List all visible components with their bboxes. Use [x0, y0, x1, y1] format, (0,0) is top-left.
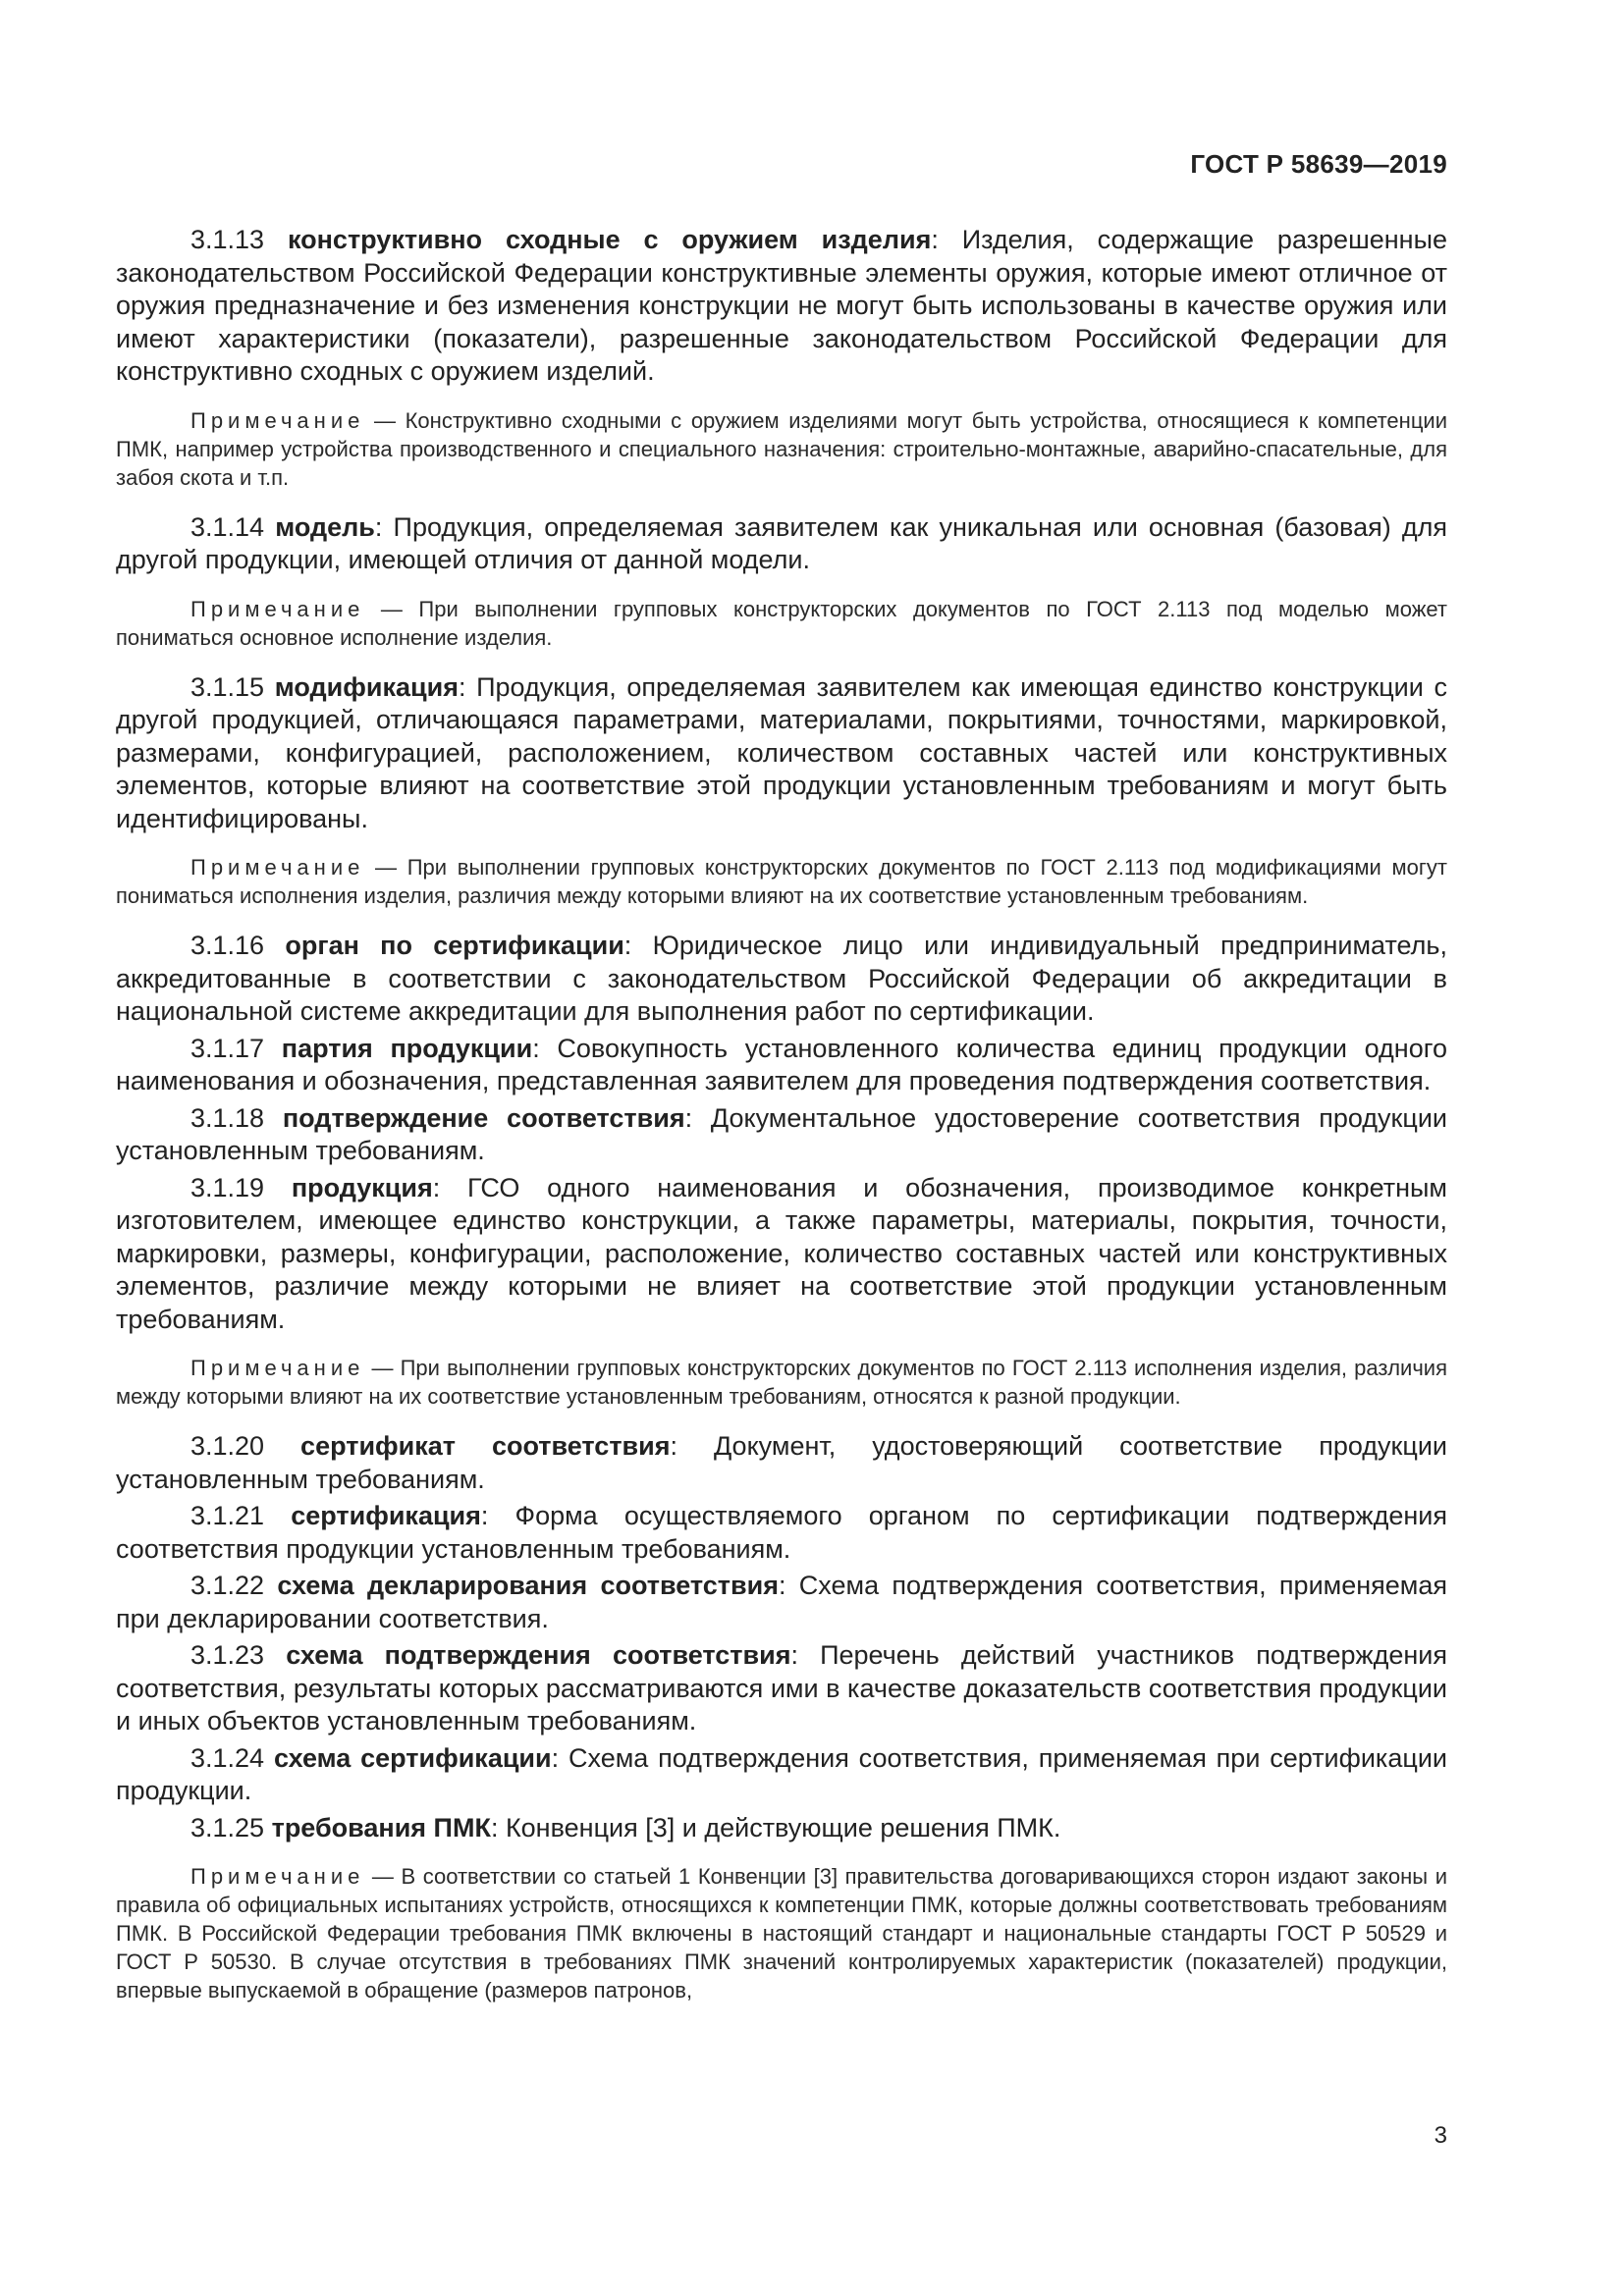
term-definition: : Перечень действий участников подтверждения соответствия, результаты которых рассматриваются ими в качестве доказательств соответствия продукции и иных объектов установленным требованиям. — [116, 1640, 1447, 1735]
term-name: конструктивно сходные с оружием изделия — [287, 225, 932, 254]
term-name: схема подтверждения соответствия — [286, 1640, 791, 1670]
term-name: орган по сертификации — [285, 931, 624, 960]
document-page — [116, 0, 1447, 2296]
term-number: 3.1.17 — [190, 1033, 265, 1063]
page-number: 3 — [1434, 2122, 1447, 2149]
term-entry — [116, 1102, 1447, 1168]
term-name: схема сертификации — [273, 1742, 552, 1773]
term-number: 3.1.18 — [190, 1102, 265, 1133]
note-label: Примечание — [190, 1356, 365, 1380]
term-note — [116, 595, 1447, 652]
term-note — [116, 406, 1447, 492]
document-code: ГОСТ Р 58639—2019 — [1190, 149, 1447, 179]
term-name: сертификация — [291, 1501, 481, 1530]
term-entry — [116, 1430, 1447, 1496]
note-text: — При выполнении групповых конструкторских документов по ГОСТ 2.113 под модификациями могут пониматься исполнения изделия, различия между которыми влияют на их соответствие установленным требованиям. — [116, 855, 1447, 908]
term-definition: : Изделия, содержащие разрешенные законодательством Российской Федерации конструктивные элементы оружия, которые имеют отличное от оружия предназначение и без изменения конструкции не могут быть использованы в качестве оружия или имеют характеристики (показатели), разрешенные законодательством Российской Федерации для конструктивно сходных с оружием изделий. — [116, 225, 1447, 386]
term-number: 3.1.21 — [190, 1501, 265, 1530]
term-entry — [116, 224, 1447, 389]
term-definition: : ГСО одного наименования и обозначения, производимое конкретным изготовителем, имеющее единство конструкции, а также параметры, материалы, покрытия, точности, маркировки, размеры, конфигурации, расположение, количество составных частей или конструктивных элементов, различие между которыми не влияет на соответствие этой продукции установленным требованиям. — [116, 1172, 1447, 1334]
term-number: 3.1.19 — [190, 1172, 265, 1202]
term-definition: : Схема подтверждения соответствия, применяемая при декларировании соответствия. — [116, 1571, 1447, 1633]
term-definition: : Совокупность установленного количества единиц продукции одного наименования и обозначения, представленная заявителем для проведения подтверждения соответствия. — [116, 1033, 1447, 1095]
term-number: 3.1.16 — [190, 931, 265, 960]
term-entry — [116, 1639, 1447, 1738]
term-definition: : Продукция, определяемая заявителем как уникальная или основная (базовая) для другой продукции, имеющей отличия от данной модели. — [116, 511, 1447, 574]
term-definition: : Юридическое лицо или индивидуальный предприниматель, аккредитованные в соответствии с законодательством Российской Федерации об аккредитации в национальной системе аккредитации для выполнения работ по сертификации. — [116, 931, 1447, 1026]
term-note — [116, 853, 1447, 910]
term-name: модель — [275, 511, 375, 542]
term-definition: : Форма осуществляемого органом по сертификации подтверждения соответствия продукции установленным требованиям. — [116, 1501, 1447, 1564]
term-note — [116, 1862, 1447, 2004]
term-entry — [116, 1570, 1447, 1635]
term-definition: : Схема подтверждения соответствия, применяемая при сертификации продукции. — [116, 1742, 1447, 1805]
term-number: 3.1.25 — [190, 1812, 265, 1842]
terms-section — [116, 224, 1447, 2004]
term-entry — [116, 1500, 1447, 1566]
note-text: — В соответствии со статьей 1 Конвенции [3] правительства договаривающихся сторон издают законы и правила об официальных испытаниях устройств, относящихся к компетенции ПМК, которые должны соответствовать требованиям ПМК. В Российской Федерации требования ПМК включены в настоящий стандарт и национальные стандарты ГОСТ Р 50529 и ГОСТ Р 50530. В случае отсутствия в требованиях ПМК значений контролируемых характеристик (показателей) продукции, впервые выпускаемой в обращение (размеров патронов, — [116, 1864, 1447, 2002]
term-number: 3.1.15 — [190, 671, 265, 702]
term-number: 3.1.22 — [190, 1571, 265, 1600]
term-entry — [116, 1033, 1447, 1098]
term-number: 3.1.13 — [190, 225, 265, 254]
term-name: сертификат соответствия — [300, 1431, 671, 1461]
term-number: 3.1.24 — [190, 1742, 265, 1773]
note-label: Примечание — [190, 596, 365, 621]
note-text: — При выполнении групповых конструкторских документов по ГОСТ 2.113 исполнения изделия, различия между которыми влияют на их соответствие установленным требованиям, относятся к разной продукции. — [116, 1356, 1447, 1409]
term-entry — [116, 511, 1447, 577]
term-name: требования ПМК — [271, 1812, 491, 1842]
term-definition: : Документ, удостоверяющий соответствие продукции установленным требованиям. — [116, 1431, 1447, 1494]
term-note — [116, 1354, 1447, 1411]
term-name: модификация — [274, 671, 459, 702]
term-number: 3.1.14 — [190, 511, 265, 542]
term-definition: : Продукция, определяемая заявителем как имеющая единство конструкции с другой продукцией, отличающаяся параметрами, материалами, покрытиями, точностями, маркировкой, размерами, конфигурацией, расположением, количеством составных частей или конструктивных элементов, которые влияют на соответствие этой продукции установленным требованиям и могут быть идентифицированы. — [116, 671, 1447, 833]
term-entry — [116, 1172, 1447, 1337]
term-entry — [116, 1742, 1447, 1808]
term-definition: : Документальное удостоверение соответствия продукции установленным требованиям. — [116, 1102, 1447, 1165]
term-name: подтверждение соответствия — [282, 1102, 685, 1133]
note-label: Примечание — [190, 1864, 365, 1889]
note-text: — Конструктивно сходными с оружием изделиями могут быть устройства, относящиеся к компетенции ПМК, например устройства производственного и специального назначения: строительно-монтажные, аварийно-спасательные, для забоя скота и т.п. — [116, 407, 1447, 490]
term-name: схема декларирования соответствия — [277, 1571, 779, 1600]
note-text: — При выполнении групповых конструкторских документов по ГОСТ 2.113 под моделью может пониматься основное исполнение изделия. — [116, 596, 1447, 650]
term-entry — [116, 1812, 1447, 1845]
term-entry — [116, 671, 1447, 836]
term-name: партия продукции — [281, 1033, 533, 1063]
term-definition: : Конвенция [3] и действующие решения ПМК. — [490, 1812, 1061, 1842]
term-number: 3.1.20 — [190, 1431, 265, 1461]
term-name: продукция — [291, 1172, 433, 1202]
term-entry — [116, 930, 1447, 1029]
note-label: Примечание — [190, 855, 365, 880]
note-label: Примечание — [190, 407, 365, 433]
term-number: 3.1.23 — [190, 1640, 265, 1670]
